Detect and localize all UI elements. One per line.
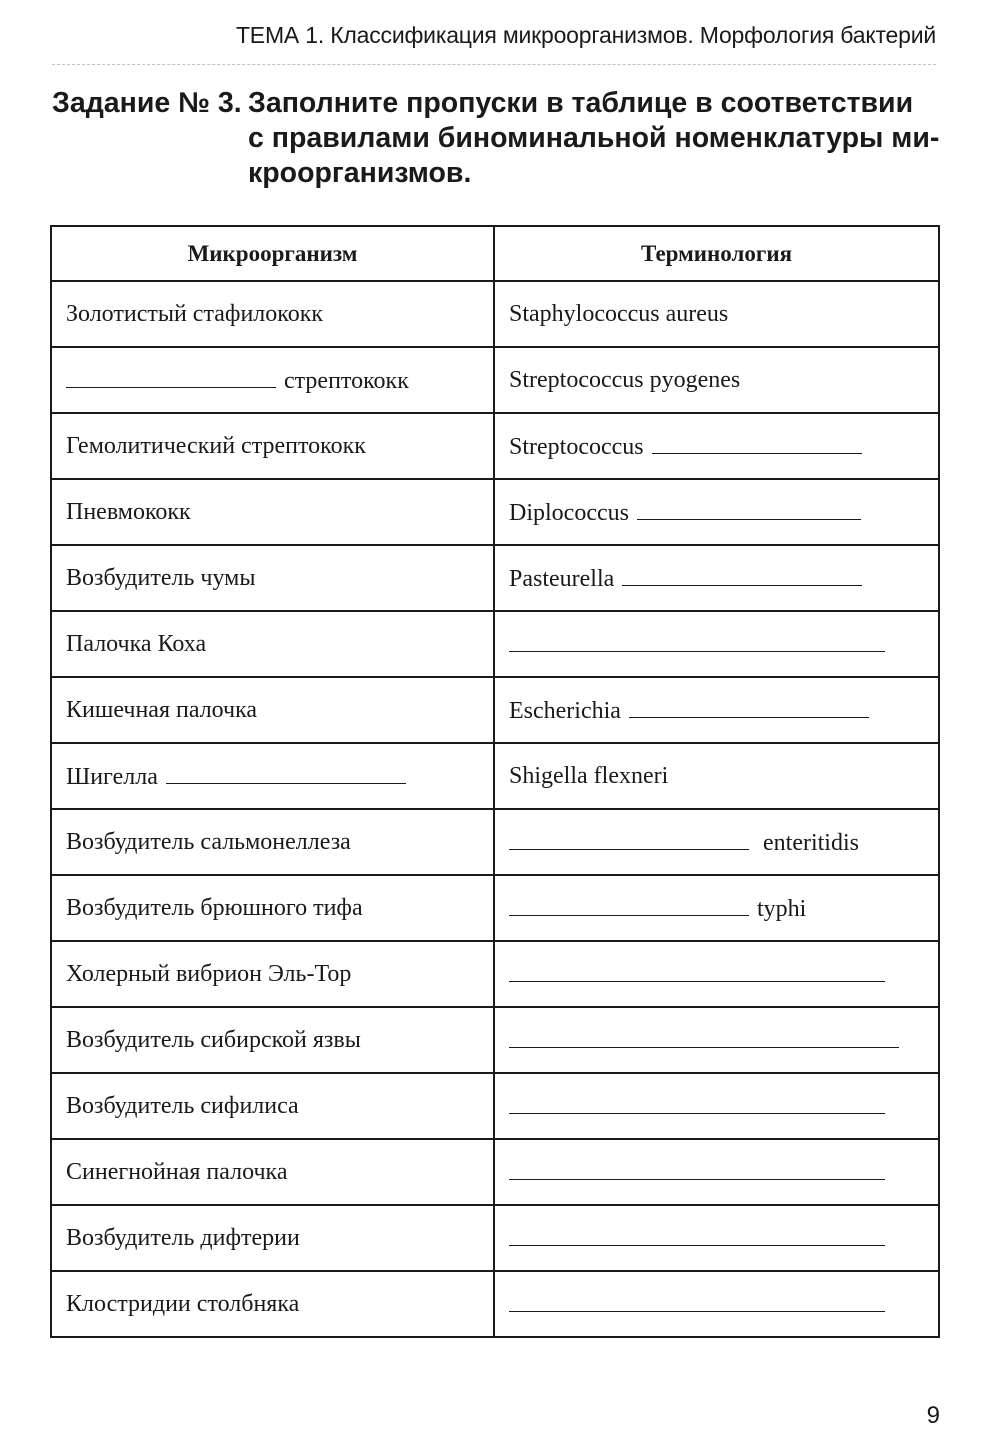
table-header-row [51, 226, 939, 281]
nomenclature-table [50, 225, 940, 1338]
term-name: Escherichia [509, 698, 621, 724]
term-cell [494, 1073, 939, 1139]
organism-cell [51, 347, 494, 413]
term-cell [494, 1271, 939, 1337]
page-number: 9 [926, 1402, 940, 1429]
running-head: ТЕМА 1. Классификация микроорганизмов. Морфология бактерий [235, 22, 936, 48]
term-name: Pasteurella [509, 566, 615, 592]
table-row [51, 1139, 939, 1205]
term-cell [494, 611, 939, 677]
term-cell [494, 875, 939, 941]
table-row [51, 611, 939, 677]
fill-in-blank[interactable] [622, 563, 862, 586]
fill-in-blank[interactable] [509, 629, 885, 652]
term-name: enteritidis [763, 830, 859, 856]
term-name: typhi [757, 896, 807, 922]
table-row [51, 1073, 939, 1139]
organism-cell [51, 743, 494, 809]
table-row [51, 545, 939, 611]
term-cell [494, 413, 939, 479]
table-row [51, 743, 939, 809]
fill-in-blank[interactable] [637, 497, 861, 520]
table-row [51, 809, 939, 875]
table-row [51, 347, 939, 413]
fill-in-blank[interactable] [66, 365, 276, 388]
term-cell [494, 281, 939, 347]
organism-name: Возбудитель брюшного тифа [66, 894, 363, 921]
fill-in-blank[interactable] [509, 827, 749, 850]
term-cell [494, 347, 939, 413]
organism-cell [51, 1271, 494, 1337]
organism-cell [51, 545, 494, 611]
fill-in-blank[interactable] [509, 1025, 899, 1048]
term-name: Shigella flexneri [509, 762, 669, 789]
term-cell [494, 545, 939, 611]
fill-in-blank[interactable] [509, 1223, 885, 1246]
organism-cell [51, 809, 494, 875]
organism-name: Кишечная палочка [66, 696, 258, 723]
task-label: Задание № 3. [52, 87, 242, 119]
column-header-terminology: Терминология [494, 226, 939, 281]
fill-in-blank[interactable] [509, 1091, 885, 1114]
organism-cell [51, 677, 494, 743]
organism-cell [51, 1073, 494, 1139]
fill-in-blank[interactable] [652, 431, 862, 454]
term-name: Staphylococcus aureus [509, 300, 729, 327]
term-cell [494, 479, 939, 545]
organism-name: Золотистый стафилококк [66, 300, 324, 327]
table-row [51, 677, 939, 743]
fill-in-blank[interactable] [629, 695, 869, 718]
organism-cell [51, 875, 494, 941]
organism-cell [51, 281, 494, 347]
organism-cell [51, 1139, 494, 1205]
organism-name: Шигелла [66, 764, 158, 790]
organism-name: Возбудитель дифтерии [66, 1224, 300, 1251]
fill-in-blank[interactable] [509, 1289, 885, 1312]
table-row [51, 1271, 939, 1337]
organism-cell [51, 941, 494, 1007]
task-line: Заполните пропуски в таблице в соответствии [248, 87, 914, 119]
organism-cell [51, 611, 494, 677]
table-row [51, 1205, 939, 1271]
term-name: Streptococcus pyogenes [509, 366, 741, 393]
table-row [51, 281, 939, 347]
table-row [51, 479, 939, 545]
organism-name: Синегнойная палочка [66, 1158, 288, 1185]
term-name: Streptococcus [509, 434, 644, 460]
term-cell [494, 1139, 939, 1205]
organism-cell [51, 413, 494, 479]
organism-cell [51, 1205, 494, 1271]
fill-in-blank[interactable] [509, 893, 749, 916]
organism-name: Палочка Коха [66, 630, 207, 657]
term-name: Diplococcus [509, 500, 629, 526]
fill-in-blank[interactable] [166, 761, 406, 784]
table-row [51, 1007, 939, 1073]
organism-name: Холерный вибрион Эль-Тор [66, 960, 352, 987]
task-heading [52, 86, 942, 191]
organism-name: Возбудитель сифилиса [66, 1092, 299, 1119]
term-cell [494, 677, 939, 743]
column-header-organism: Микроорганизм [51, 226, 494, 281]
organism-name: Возбудитель чумы [66, 564, 256, 591]
organism-cell [51, 479, 494, 545]
organism-name: стрептококк [284, 368, 409, 394]
organism-name: Пневмококк [66, 498, 191, 525]
table-row [51, 413, 939, 479]
task-text [248, 86, 938, 191]
organism-name: Возбудитель сальмонеллеза [66, 828, 351, 855]
organism-cell [51, 1007, 494, 1073]
task-line: кроорганизмов. [248, 157, 472, 189]
organism-name: Возбудитель сибирской язвы [66, 1026, 361, 1053]
table-row [51, 875, 939, 941]
task-line: с правилами биноминальной номенклатуры ми- [248, 122, 940, 154]
table-row [51, 941, 939, 1007]
term-cell [494, 809, 939, 875]
organism-name: Гемолитический стрептококк [66, 432, 366, 459]
fill-in-blank[interactable] [509, 959, 885, 982]
term-cell [494, 743, 939, 809]
term-cell [494, 941, 939, 1007]
organism-name: Клостридии столбняка [66, 1290, 300, 1317]
term-cell [494, 1205, 939, 1271]
header-divider [52, 64, 936, 65]
fill-in-blank[interactable] [509, 1157, 885, 1180]
term-cell [494, 1007, 939, 1073]
